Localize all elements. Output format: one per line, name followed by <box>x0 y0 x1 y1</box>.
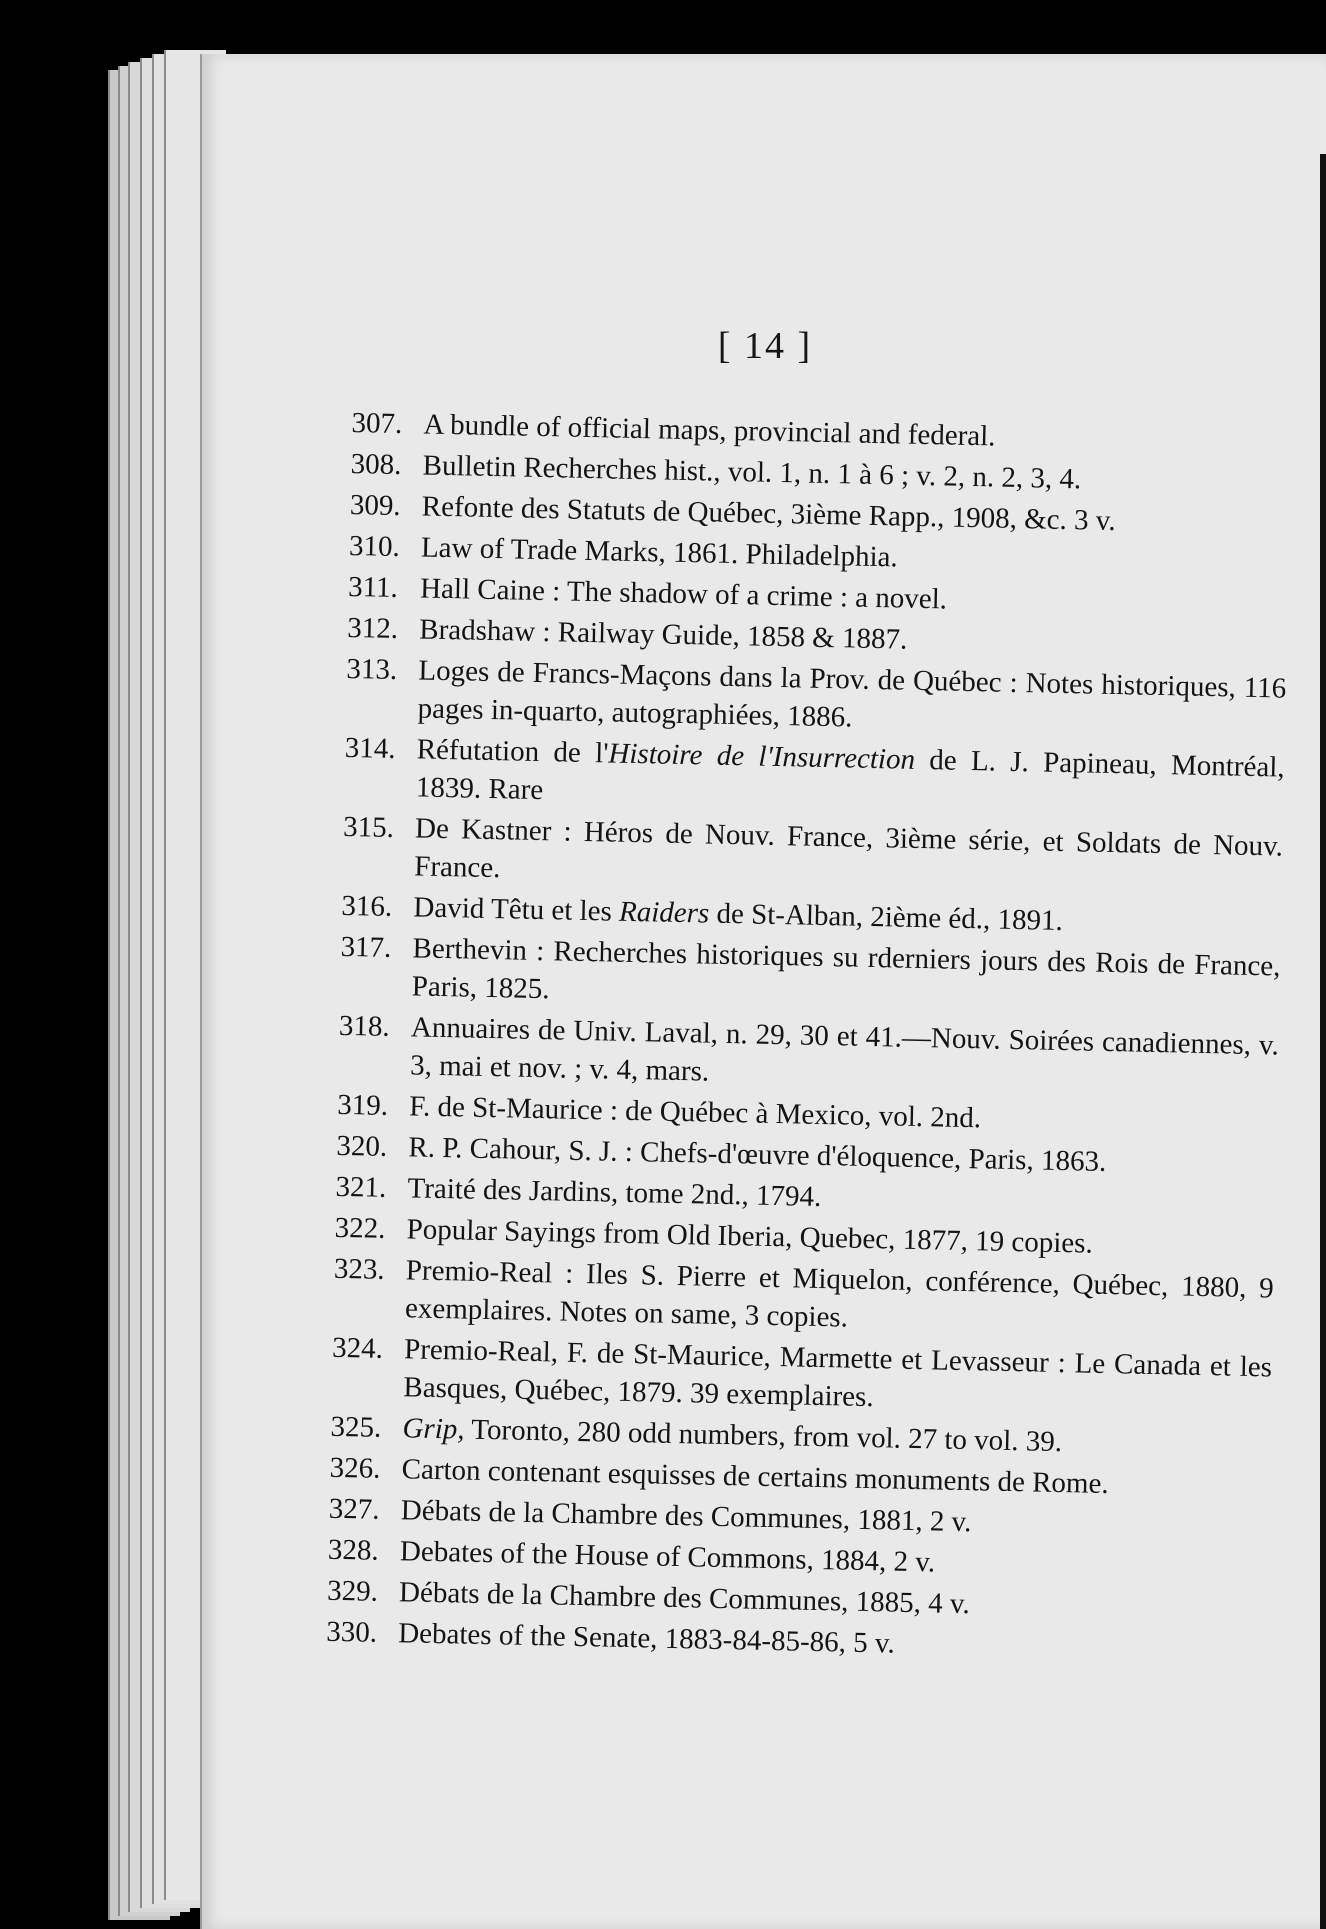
entry-number: 315. <box>342 810 395 844</box>
entry-text: A bundle of official maps, provincial and federal. <box>423 408 996 453</box>
entry-text-part: David Têtu et les <box>413 891 620 928</box>
entry-text: Debates of the House of Commons, 1884, 2 v. <box>399 1535 936 1579</box>
entry-number: 325. <box>330 1410 382 1444</box>
catalogue-entries <box>326 404 1292 1673</box>
entry-text-part: Réfutation de l' <box>416 733 609 770</box>
entry-text: Debates of the Senate, 1883-84-85-86, 5 v. <box>397 1617 896 1660</box>
entry-text <box>416 730 1285 824</box>
entry-text: Refonte des Statuts de Québec, 3ième Rapp., 1908, &c. 3 v. <box>421 490 1117 538</box>
entry-number: 328. <box>327 1533 380 1567</box>
entry-text: Annuaires de Univ. Laval, n. 29, 30 et 41.—Nouv. Soirées canadiennes, v. 3, mai et nov. ; v. 4, mars. <box>409 1011 1280 1088</box>
entry-text: Bradshaw : Railway Guide, 1858 & 1887. <box>418 613 908 656</box>
entry-italic-title: Histoire de l'Insurrection <box>608 737 916 776</box>
entry-text: Loges de Francs-Maçons dans la Prov. de Québec : Notes historiques, 116 pages in-quarto, autographiées, 1886. <box>417 654 1287 734</box>
entry-text: Hall Caine : The shadow of a crime : a novel. <box>419 572 948 616</box>
page-right-edge <box>1320 154 1326 1929</box>
entry-number: 310. <box>348 529 401 564</box>
page-number: [ 14 ] <box>717 325 813 367</box>
entry-text-part: Toronto, 280 odd numbers, from vol. 27 to vol. 39. <box>464 1413 1063 1459</box>
entry-italic-title: Raiders <box>618 895 710 930</box>
entry-text-part: de L. J. Papineau, Montréal, 1839. Rare <box>415 743 1285 807</box>
entry-number: 327. <box>328 1492 380 1526</box>
entry-number: 309. <box>349 488 401 523</box>
entry-text: Débats de la Chambre des Communes, 1881, 2 v. <box>400 1494 972 1539</box>
entry-number: 329. <box>326 1574 379 1608</box>
entry-text: Berthevin : Recherches historiques su rderniers jours des Rois de France, Paris, 1825. <box>411 932 1281 1006</box>
entry-number: 307. <box>351 406 403 441</box>
entry-text: F. de St-Maurice : de Québec à Mexico, vol. 2nd. <box>408 1090 982 1135</box>
entry-number: 316. <box>341 889 393 923</box>
entry-text: Law of Trade Marks, 1861. Philadelphia. <box>420 531 899 574</box>
entry-text: Bulletin Recherches hist., vol. 1, n. 1 à 6 ; v. 2, n. 2, 3, 4. <box>422 449 1082 496</box>
entry-number: 330. <box>325 1615 378 1649</box>
entry-number: 318. <box>338 1009 391 1043</box>
entry-text: Premio-Real, F. de St-Maurice, Marmette et Levasseur : Le Canada et les Basques, Québec, 1879. 39 exemplaires. <box>403 1333 1273 1414</box>
entry-number: 319. <box>336 1088 389 1122</box>
entry-italic-title: Grip, <box>402 1412 465 1446</box>
entry-number: 326. <box>329 1451 381 1485</box>
entry-number: 314. <box>344 731 396 765</box>
entry-text: R. P. Cahour, S. J. : Chefs-d'œuvre d'éloquence, Paris, 1863. <box>408 1131 1107 1178</box>
entry-text: Carton contenant esquisses de certains monuments de Rome. <box>401 1453 1110 1501</box>
entry-text: Débats de la Chambre des Communes, 1885, 4 v. <box>398 1576 971 1621</box>
book-page <box>200 54 1326 1929</box>
entry-number: 312. <box>346 611 399 646</box>
entry-number: 323. <box>333 1252 385 1286</box>
entry-number: 320. <box>336 1129 388 1163</box>
entry-number: 321. <box>335 1170 387 1204</box>
entry-text: Popular Sayings from Old Iberia, Quebec, 1877, 19 copies. <box>406 1213 1094 1260</box>
entry-number: 308. <box>350 447 402 482</box>
entry-number: 311. <box>347 570 399 604</box>
entry-number: 317. <box>340 930 392 964</box>
entry-number: 313. <box>346 652 398 687</box>
entry-text: Traité des Jardins, tome 2nd., 1794. <box>407 1172 822 1213</box>
entry-text-part: de St-Alban, 2ième éd., 1891. <box>708 897 1064 937</box>
entry-number: 324. <box>331 1331 384 1365</box>
entry-number: 322. <box>334 1211 386 1245</box>
entry-text: De Kastner : Héros de Nouv. France, 3ième série, et Soldats de Nouv. France. <box>413 812 1284 885</box>
entry-text: Premio-Real : Iles S. Pierre et Miquelon, conférence, Québec, 1880, 9 exemplaires. Notes on same, 3 copies. <box>404 1254 1275 1334</box>
